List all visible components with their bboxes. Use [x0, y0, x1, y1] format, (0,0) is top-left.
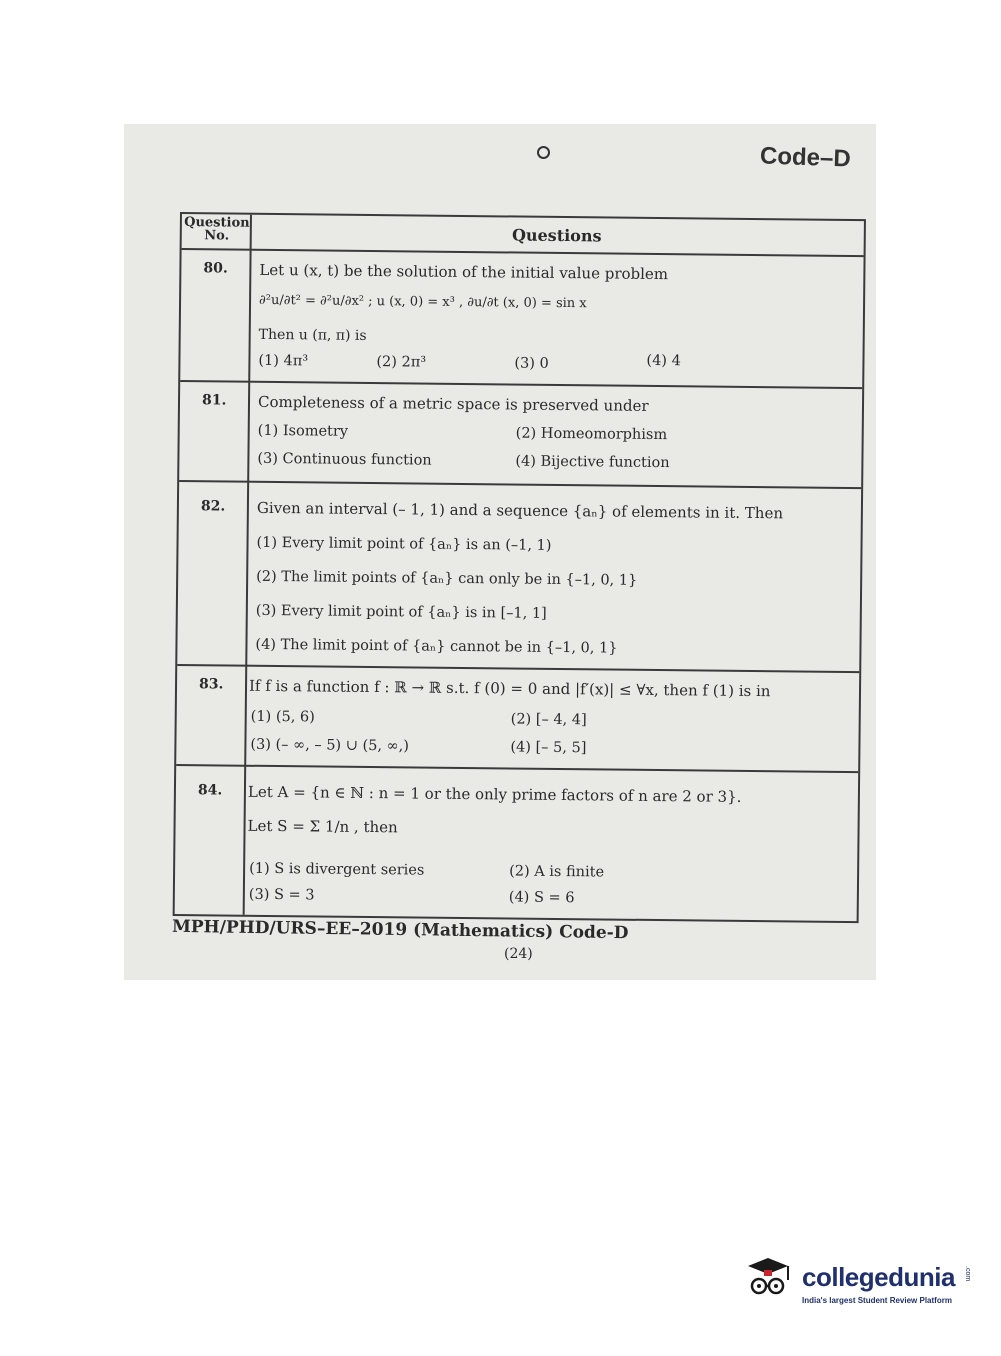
question-row: [180, 248, 863, 389]
question-subtext: Let S = Σ 1/n , then: [247, 816, 398, 837]
header-questions: Questions: [511, 225, 602, 246]
option: (4) [– 5, 5]: [510, 739, 587, 757]
page-number: (24): [504, 946, 533, 962]
question-text: Completeness of a metric space is preserved under: [257, 392, 649, 415]
punch-dot: [537, 146, 550, 159]
brand-name: collegedunia: [802, 1262, 955, 1292]
option: (1) Isometry: [257, 422, 349, 440]
question-number: 83.: [198, 676, 224, 693]
question-row: [177, 480, 861, 673]
question-number: 80.: [203, 260, 228, 277]
collegedunia-logo[interactable]: [744, 1250, 974, 1310]
brand-tagline: India's largest Student Review Platform: [802, 1296, 952, 1305]
paper-code: Code–D: [759, 142, 852, 173]
mascot-icon: [744, 1256, 790, 1298]
question-number: 82.: [200, 498, 226, 515]
scanned-page: [124, 124, 876, 980]
question-text: If f is a function f : ℝ → ℝ s.t. f (0) = 0 and |f′(x)| ≤ ∀x, then f (1) is in: [248, 676, 771, 701]
question-equation: ∂²u/∂t² = ∂²u/∂x² ; u (x, 0) = x³ , ∂u/∂t (x, 0) = sin x: [259, 292, 587, 312]
question-text: Let A = {n ∈ ℕ : n = 1 or the only prime factors of n are 2 or 3}.: [247, 782, 742, 806]
brand-domain: .com: [964, 1266, 971, 1282]
question-row: [176, 664, 859, 773]
option: (4) The limit point of {aₙ} cannot be in {–1, 0, 1}: [255, 636, 618, 657]
option: (3) (– ∞, – 5) ∪ (5, ∞,): [250, 736, 410, 755]
questions-table: [173, 212, 866, 923]
option: (1) S is divergent series: [249, 860, 425, 879]
option: (1) 4π³: [258, 352, 309, 370]
option: (2) Homeomorphism: [515, 425, 668, 444]
option: (2) [– 4, 4]: [510, 711, 587, 729]
option: (4) S = 6: [508, 889, 575, 907]
question-row: [179, 380, 862, 489]
option: (3) Continuous function: [257, 450, 432, 469]
option: (1) (5, 6): [250, 708, 315, 726]
question-subtext: Then u (π, π) is: [258, 326, 367, 344]
option: (3) 0: [514, 355, 549, 372]
question-text: Given an interval (– 1, 1) and a sequence {aₙ} of elements in it. Then: [256, 498, 784, 523]
question-text: Let u (x, t) be the solution of the initial value problem: [259, 260, 669, 284]
paper-footer: MPH/PHD/URS–EE–2019 (Mathematics) Code-D: [171, 916, 629, 944]
question-number: 81.: [201, 392, 227, 409]
option: (2) A is finite: [509, 863, 605, 881]
option: (3) Every limit point of {aₙ} is in [–1, 1]: [255, 602, 547, 622]
option: (1) Every limit point of {aₙ} is an (–1, 1): [256, 534, 552, 554]
question-number: 84.: [197, 782, 223, 799]
option: (2) The limit points of {aₙ} can only be in {–1, 0, 1}: [256, 568, 638, 589]
option: (2) 2π³: [376, 354, 427, 371]
question-row: [175, 764, 859, 919]
header-question-no: Question No.: [184, 215, 250, 244]
option: (3) S = 3: [248, 886, 315, 904]
option: (4) 4: [646, 352, 681, 370]
option: (4) Bijective function: [515, 453, 670, 472]
